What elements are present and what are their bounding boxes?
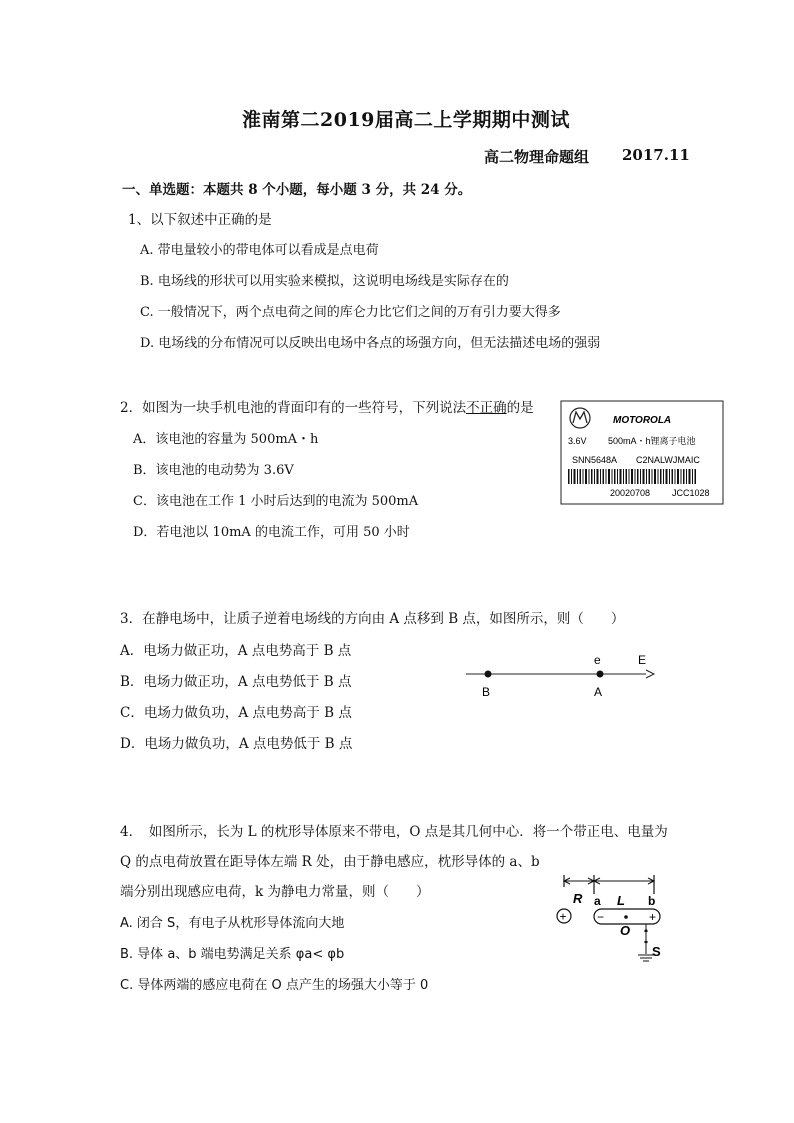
field-label-e: E (638, 653, 647, 667)
author-group: 高二物理命题组 (484, 148, 590, 166)
conductor-figure (550, 868, 670, 974)
section-heading: 一、单选题：本题共 8 个小题，每小题 3 分，共 24 分。 (122, 182, 472, 198)
distance-label-r: R (573, 891, 583, 906)
center-point-dot (624, 915, 628, 919)
battery-capacity: 500mA・h锂离子电池 (608, 436, 696, 446)
question-4-option-b: B. 导体 a、b 端电势满足关系 φa< φb (120, 947, 345, 962)
question-3-option-b: B．电场力做正功，A 点电势低于 B 点 (120, 674, 352, 690)
question-1-option-d: D. 电场线的分布情况可以反映出电场中各点的场强方向，但无法描述电场的强弱 (140, 336, 601, 351)
length-label-l: L (617, 893, 625, 908)
question-2-stem-emphasis: 不正确 (466, 400, 507, 416)
center-label-o: O (620, 923, 631, 938)
exam-date: 2017.11 (622, 146, 690, 164)
question-4-stem-line1: 4． 如图所示，长为 L 的枕形导体原来不带电，O 点是其几何中心．将一个带正电、电量为 (120, 824, 668, 840)
field-line-figure (462, 648, 662, 704)
battery-code-3: JCC1028 (672, 488, 710, 498)
question-2-option-d: D．若电池以 10mA 的电流工作，可用 50 小时 (133, 525, 410, 540)
question-2-stem (120, 396, 534, 416)
question-2-stem-part1: 2．如图为一块手机电池的背面印有的一些符号，下列说法 (120, 400, 467, 416)
question-4-option-c: C. 导体两端的感应电荷在 O 点产生的场强大小等于 0 (120, 978, 429, 993)
page-title: 淮南第二2019届高二上学期期中测试 (242, 109, 570, 131)
induced-plus: + (649, 910, 657, 924)
end-label-b: b (648, 894, 656, 908)
question-4-option-a: A. 闭合 S，有电子从枕形导体流向大地 (120, 916, 345, 931)
question-2-option-b: B．该电池的电动势为 3.6V (133, 463, 294, 478)
question-4-stem-line3: 端分别出现感应电荷，k 为静电力常量，则（ ） (120, 884, 430, 900)
battery-label-figure (560, 400, 725, 506)
battery-voltage: 3.6V (568, 436, 587, 446)
battery-code-2: C2NALWJMAIC (636, 455, 700, 465)
question-3-option-c: C．电场力做负功，A 点电势高于 B 点 (120, 705, 352, 721)
question-1-option-c: C. 一般情况下，两个点电荷之间的库仑力比它们之间的万有引力要大得多 (140, 305, 561, 320)
question-1-stem: 1、以下叙述中正确的是 (128, 212, 272, 228)
charge-label-e: e (594, 653, 601, 667)
arrow-right-icon (646, 670, 654, 678)
question-2-option-c: C．该电池在工作 1 小时后达到的电流为 500mA (133, 494, 419, 509)
question-2-stem-part3: 的是 (506, 400, 534, 416)
switch-label-s: S (652, 944, 661, 959)
point-label-a: A (594, 685, 603, 699)
end-label-a: a (594, 894, 601, 908)
question-1-option-a: A. 带电量较小的带电体可以看成是点电荷 (140, 243, 379, 258)
question-2-option-a: A．该电池的容量为 500mA・h (133, 432, 319, 447)
point-label-b: B (482, 685, 491, 699)
charge-sign: + (559, 909, 567, 924)
question-3-option-a: A．电场力做正功，A 点电势高于 B 点 (120, 643, 352, 659)
point-a-dot (597, 671, 604, 678)
battery-date: 20020708 (610, 488, 651, 498)
battery-brand: MOTOROLA (613, 415, 672, 426)
question-4-stem-line2: Q 的点电荷放置在距导体左端 R 处，由于静电感应，枕形导体的 a、b (120, 854, 540, 870)
induced-minus: − (597, 910, 605, 924)
point-b-dot (485, 671, 492, 678)
question-1-option-b: B. 电场线的形状可以用实验来模拟，这说明电场线是实际存在的 (140, 274, 509, 289)
question-3-stem: 3．在静电场中，让质子逆着电场线的方向由 A 点移到 B 点，如图所示，则（ ） (120, 611, 625, 627)
battery-code-1: SNN5648A (572, 455, 618, 465)
question-3-option-d: D．电场力做负功，A 点电势低于 B 点 (120, 736, 353, 752)
